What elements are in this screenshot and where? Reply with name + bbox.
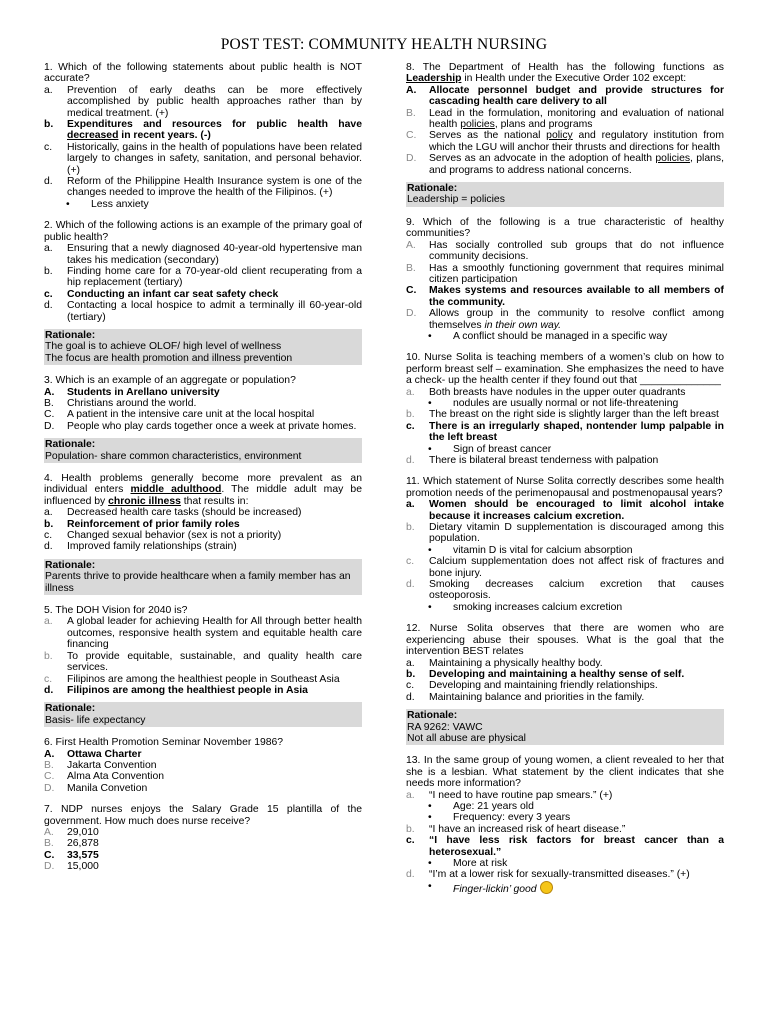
option-a: a. Both breasts have nodules in the upper outer quadrants xyxy=(406,386,686,398)
option-d: d. There is bilateral breast tenderness with palpation xyxy=(406,455,659,466)
question-stem: 13. In the same group of young women, a client revealed to her that she is a lesbian. What statement by the client indicates that she needs more information? xyxy=(406,755,724,790)
option-d: D. Allows group in the community to resolve conflict among themselves in their own way. xyxy=(406,308,724,331)
option-d: d. Improved family relationships (strain) xyxy=(44,541,237,553)
option-d: D. Manila Convetion xyxy=(44,782,148,794)
option-b: B. Lead in the formulation, monitoring and evaluation of national health policies, plans and programs xyxy=(406,107,724,131)
question-1 xyxy=(44,62,362,210)
rationale-box: Rationale: RA 9262: VAWC Not all abuse are physical xyxy=(406,709,724,745)
option-c: c. Filipinos are among the healthiest people in Southeast Asia xyxy=(44,673,340,685)
option-b: B. Jakarta Convention xyxy=(44,759,157,771)
option-c: C. Serves as the national policy and regulatory institution from which the LGU will anchor their thrusts and directions for health xyxy=(406,130,724,153)
question-11 xyxy=(406,476,724,613)
option-d: d. Contacting a local hospice to admit a terminally ill 60-year-old (tertiary) xyxy=(44,300,362,323)
option-b: B. 26,878 xyxy=(44,838,99,850)
option-a: a. “I need to have routine pap smears.” (+) xyxy=(406,789,613,801)
question-13 xyxy=(406,755,724,895)
rationale-box: Rationale: Leadership = policies xyxy=(406,182,724,207)
question-8 xyxy=(406,62,724,176)
option-b: b. “I have an increased risk of heart disease.” xyxy=(406,823,626,835)
question-stem: 11. Which statement of Nurse Solita correctly describes some health promotion needs of the perimenopausal and postmenopausal years? xyxy=(406,476,724,499)
note-bullet: • Sign of breast cancer xyxy=(428,443,552,455)
question-stem: 3. Which is an example of an aggregate or population? xyxy=(44,375,296,387)
option-d: d. Reform of the Philippine Health Insurance system is one of the changes needed to improve the health of the Filipinos. (+) xyxy=(44,176,362,199)
option-a: a. Maintaining a physically healthy body. xyxy=(406,657,603,669)
option-a: a. A global leader for achieving Health for All through better health outcomes, responsive health system and equitable health care financing xyxy=(44,616,362,651)
question-4 xyxy=(44,473,362,553)
option-b: B. Christians around the world. xyxy=(44,397,197,409)
question-6 xyxy=(44,737,362,794)
note-bullet: • Frequency: every 3 years xyxy=(428,812,571,824)
question-10 xyxy=(406,352,724,466)
note-bullet: • A conflict should be managed in a specific way xyxy=(428,330,668,342)
question-stem: 4. Health problems generally become more prevalent as an individual enters middle adulthood. The middle adult may be influenced by chronic illness that results in: xyxy=(44,473,362,507)
option-b: b. Developing and maintaining a healthy sense of self. xyxy=(406,668,685,680)
option-c: c. Changed sexual behavior (sex is not a priority) xyxy=(44,530,282,542)
option-d: D. Serves as an advocate in the adoption of health policies, plans, and programs to address national concerns. xyxy=(406,153,724,176)
option-c: C. A patient in the intensive care unit at the local hospital xyxy=(44,409,315,421)
option-b: b. Expenditures and resources for public health have decreased in recent years. (-) xyxy=(44,119,362,142)
option-b: b. Dietary vitamin D supplementation is discouraged among this population. xyxy=(406,522,724,545)
option-b: B. Has a smoothly functioning government that requires minimal citizen participation xyxy=(406,262,724,285)
question-12 xyxy=(406,623,724,703)
right-column xyxy=(406,62,724,905)
question-stem: 6. First Health Promotion Seminar November 1986? xyxy=(44,737,284,749)
option-d: d. Maintaining balance and priorities in the family. xyxy=(406,691,645,703)
option-a: A. Students in Arellano university xyxy=(44,386,220,398)
question-stem: 9. Which of the following is a true characteristic of healthy communities? xyxy=(406,216,724,240)
question-5 xyxy=(44,605,362,696)
question-7 xyxy=(44,804,362,872)
note-bullet: • Age: 21 years old xyxy=(428,800,534,812)
option-c: C. Alma Ata Convention xyxy=(44,771,165,783)
page-title: POST TEST: COMMUNITY HEALTH NURSING xyxy=(220,36,548,53)
option-a: a. Decreased health care tasks (should be increased) xyxy=(44,507,302,519)
option-c: C. 33,575 xyxy=(44,849,99,861)
option-a: a. Women should be encouraged to limit alcohol intake because it increases calcium excretion. xyxy=(406,499,724,522)
option-a: a. Ensuring that a newly diagnosed 40-year-old hypertensive man takes his medication (secondary) xyxy=(44,243,362,266)
rationale-box: Rationale: Parents thrive to provide healthcare when a family member has an illness xyxy=(44,559,362,595)
option-d: D. 15,000 xyxy=(44,861,99,873)
option-b: b. Finding home care for a 70-year-old client recuperating from a hip replacement (tertiary) xyxy=(44,265,362,289)
left-column xyxy=(44,62,362,883)
note-bullet: • Finger-lickin’ good xyxy=(406,881,724,895)
option-c: c. There is an irregularly shaped, nontender lump palpable in the left breast xyxy=(406,420,724,444)
option-a: A. 29,010 xyxy=(44,826,99,838)
option-b: b. Reinforcement of prior family roles xyxy=(44,518,240,530)
note-bullet: • nodules are usually normal or not life-threatening xyxy=(428,397,679,409)
question-2 xyxy=(44,220,362,323)
question-9 xyxy=(406,217,724,342)
option-b: b. To provide equitable, sustainable, and quality health care services. xyxy=(44,650,362,674)
option-c: c. “I have less risk factors for breast cancer than a heterosexual.” xyxy=(406,835,724,858)
option-c: C. Makes systems and resources available to all members of the community. xyxy=(406,285,724,308)
question-stem: 5. The DOH Vision for 2040 is? xyxy=(44,605,188,617)
option-d: D. People who play cards together once a week at private homes. xyxy=(44,420,357,432)
question-stem: 2. Which of the following actions is an example of the primary goal of public health? xyxy=(44,220,362,243)
option-d: d. Smoking decreases calcium excretion that causes osteoporosis. xyxy=(406,579,724,602)
rationale-box: Rationale: Population- share common characteristics, environment xyxy=(44,438,362,463)
question-stem: 10. Nurse Solita is teaching members of a women’s club on how to perform breast self – examination. She emphasizes the need to have a check- up the health center if they found out that ______________ xyxy=(406,352,724,387)
option-c: c. Conducting an infant car seat safety check xyxy=(44,288,279,300)
option-d: d. “I’m at a lower risk for sexually-transmitted diseases.” (+) xyxy=(406,869,690,881)
note-bullet: • More at risk xyxy=(428,858,508,869)
note-bullet: • vitamin D is vital for calcium absorption xyxy=(428,544,633,556)
option-c: c. Developing and maintaining friendly relationships. xyxy=(406,680,658,692)
option-c: c. Calcium supplementation does not affect risk of fractures and bone injury. xyxy=(406,556,724,579)
option-a: a. Prevention of early deaths can be more effectively accomplished by public health approaches rather than by medical treatment. (+) xyxy=(44,84,362,119)
option-a: A. Allocate personnel budget and provide structures for cascading health care delivery to all xyxy=(406,84,724,108)
question-3 xyxy=(44,375,362,432)
question-stem: 1. Which of the following statements about public health is NOT accurate? xyxy=(44,62,362,85)
rationale-box: Rationale: The goal is to achieve OLOF/ high level of wellness The focus are health promotion and illness prevention xyxy=(44,329,362,365)
option-d: d. Filipinos are among the healthiest people in Asia xyxy=(44,684,308,696)
smiley-icon xyxy=(540,881,553,894)
option-a: A. Ottawa Charter xyxy=(44,748,142,760)
question-stem: 7. NDP nurses enjoys the Salary Grade 15 plantilla of the government. How much does nurse receive? xyxy=(44,804,362,827)
option-b: b. The breast on the right side is slightly larger than the left breast xyxy=(406,409,719,421)
option-c: c. Historically, gains in the health of populations have been related largely to changes in safety, sanitation, and personal behavior. (+) xyxy=(44,141,362,176)
rationale-box: Rationale: Basis- life expectancy xyxy=(44,702,362,727)
option-a: A. Has socially controlled sub groups that do not influence community decisions. xyxy=(406,239,724,263)
note-bullet: • Less anxiety xyxy=(66,198,149,210)
note-bullet: • smoking increases calcium excretion xyxy=(428,601,623,613)
question-stem: 12. Nurse Solita observes that there are women who are experiencing abuse their spouses. What is the goal that the intervention BEST relates xyxy=(406,623,724,658)
question-stem: 8. The Department of Health has the following functions as Leadership in Health under the Executive Order 102 except: xyxy=(406,62,724,85)
